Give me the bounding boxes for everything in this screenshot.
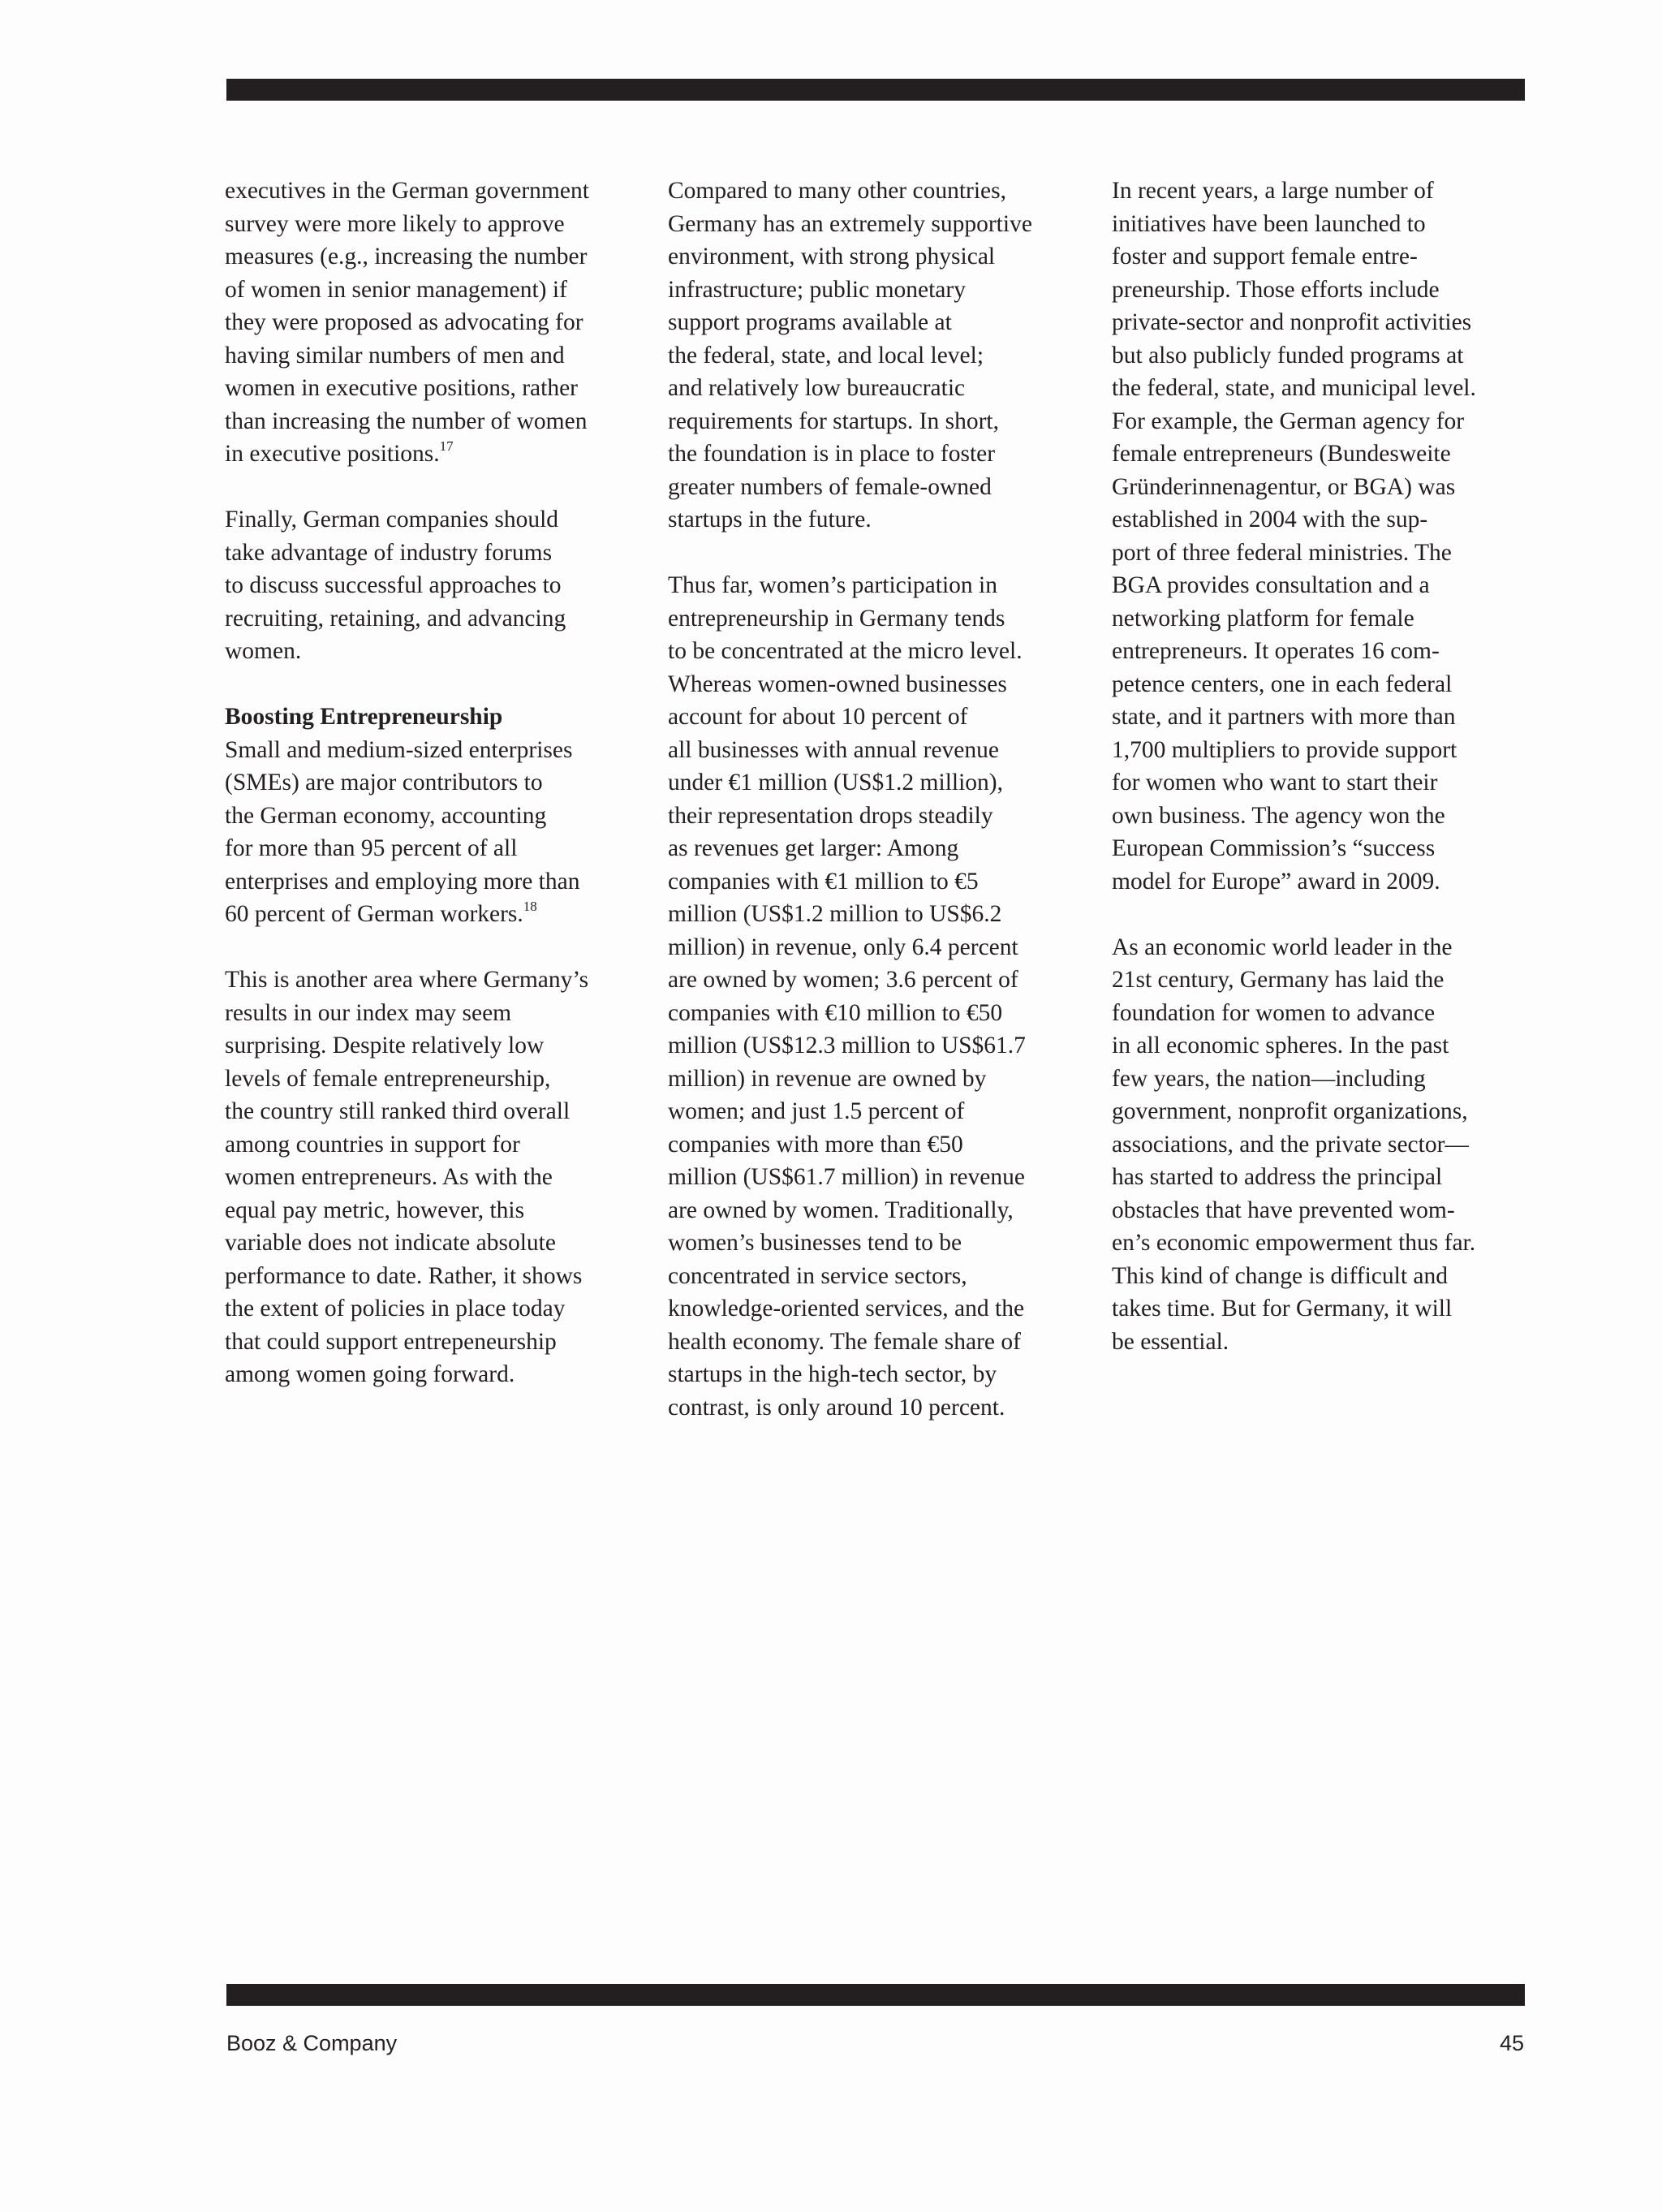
page-number: 45 — [1499, 2031, 1524, 2055]
paragraph: In recent years, a large number of initiatives have been launched to foster and support female entre- preneurship. Those efforts include private-sector and nonprofit activities but also publicly funded programs at the federal, state, and municipal level. For example, the German agency for female entrepreneurs (Bundesweite Gründerinnenagentur, or BGA) was established in 2004 with the sup- port of three federal ministries. The BGA provides consultation and a networking platform for female entrepreneurs. It operates 16 com- petence centers, one in each federal state, and it partners with more than 1,700 multipliers to provide support for women who want to start their own business. The agency won the European Commission’s “success model for Europe” award in 2009. — [1112, 178, 1476, 895]
bottom-rule — [226, 1984, 1525, 2006]
text-column-1 — [225, 175, 647, 1391]
paragraph — [225, 734, 647, 931]
paragraph-text: executives in the German government survey were more likely to approve measures (e.g., increasing the number of women in senior management) if they were proposed as advocating for having similar numbers of men and women in executive positions, rather than increasing the number of women in executive positions. — [225, 178, 589, 467]
footnote-ref: 17 — [439, 438, 454, 455]
footnote-ref: 18 — [523, 899, 537, 915]
section-heading: Boosting Entrepreneurship — [225, 704, 503, 730]
paragraph: Compared to many other countries, Germany has an extremely supportive environment, with strong physical infrastructure; public monetary support programs available at the federal, state, and local level; and relatively low bureaucratic requirements for startups. In short, the foundation is in place to foster greater numbers of female-owned startups in the future. — [668, 178, 1032, 533]
paragraph — [225, 175, 647, 471]
paragraph: As an economic world leader in the 21st century, Germany has laid the foundation for women to advance in all economic spheres. In the past few years, the nation—including government, nonprofit organizations, associations, and the private sector— has started to address the principal obstacles that have prevented wom- en’s economic empowerment thus far. This kind of change is difficult and takes time. But for Germany, it will be essential. — [1112, 934, 1476, 1355]
paragraph: Thus far, women’s participation in entrepreneurship in Germany tends to be concentrated at the micro level. Whereas women-owned businesses account for about 10 percent of all businesses with annual revenue under €1 million (US$1.2 million), their representation drops steadily as revenues get larger: Among companies with €1 million to €5 million (US$1.2 million to US$6.2 million) in revenue, only 6.4 percent are owned by women; 3.6 percent of companies with €10 million to €50 million (US$12.3 million to US$61.7 million) in revenue are owned by women; and just 1.5 percent of companies with more than €50 million (US$61.7 million) in revenue are owned by women. Traditionally, women’s businesses tend to be concentrated in service sectors, knowledge-oriented services, and the health economy. The female share of startups in the high-tech sector, by contrast, is only around 10 percent. — [668, 572, 1026, 1421]
paragraph: Finally, German companies should take advantage of industry forums to discuss successful approaches to recruiting, retaining, and advancing women. — [225, 507, 566, 664]
top-rule — [226, 79, 1525, 101]
text-column-3 — [1112, 175, 1534, 1358]
text-column-2 — [668, 175, 1090, 1424]
paragraph: This is another area where Germany’s results in our index may seem surprising. Despite relatively low levels of female entrepreneurship, the country still ranked third overall among countries in support for women entrepreneurs. As with the equal pay metric, however, this variable does not indicate absolute performance to date. Rather, it shows the extent of policies in place today that could support entrepeneurship among women going forward. — [225, 967, 589, 1387]
paragraph-text: Small and medium-sized enterprises (SMEs) are major contributors to the German economy, accounting for more than 95 percent of all enterprises and employing more than 60 percent of German workers. — [225, 736, 580, 927]
footer-publisher: Booz & Company — [226, 2031, 398, 2055]
